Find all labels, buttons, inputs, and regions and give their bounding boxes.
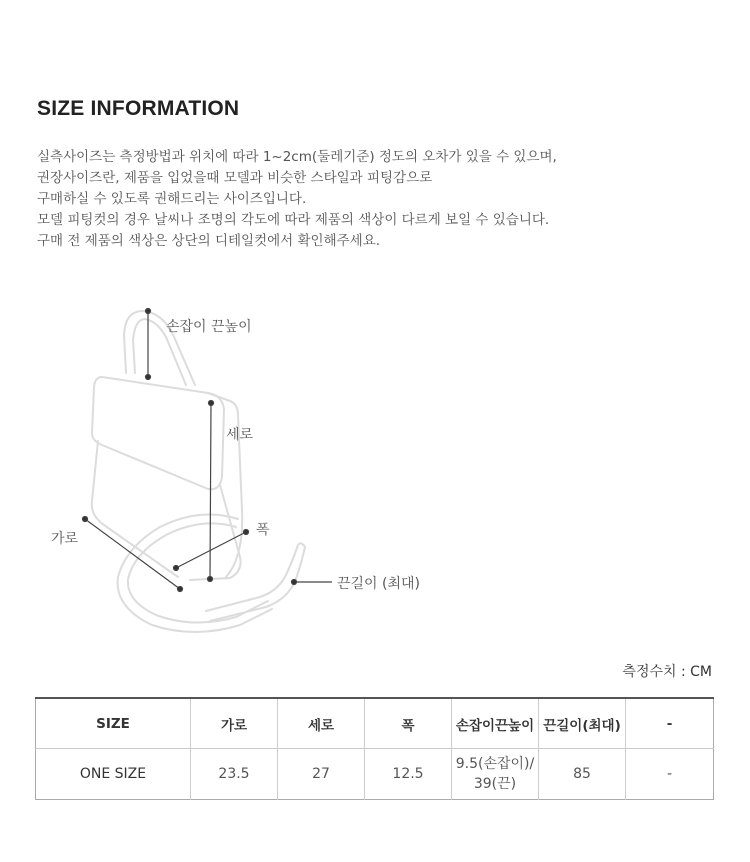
width-left-marker (83, 517, 88, 522)
cell-strap-length: 85 (539, 749, 626, 800)
cell-extra: - (626, 749, 714, 800)
bag-outline (92, 311, 305, 632)
header-depth: 폭 (365, 698, 452, 749)
size-notes (37, 147, 557, 252)
measurement-unit: 측정수치 : CM (622, 664, 712, 680)
header-height: 세로 (278, 698, 365, 749)
header-strap-length: 끈길이(최대) (539, 698, 626, 749)
handle-top-marker (146, 309, 151, 314)
note-line: 구매하실 수 있도록 권해드리는 사이즈입니다. (37, 191, 307, 207)
note-line: 실측사이즈는 측정방법과 위치에 따라 1~2cm(둘레기준) 정도의 오차가 있을 수 있으며, (37, 149, 557, 165)
table-row (36, 749, 714, 800)
cell-size: ONE SIZE (36, 749, 191, 800)
height-guide (210, 403, 211, 579)
cell-depth: 12.5 (365, 749, 452, 800)
width-guide (85, 519, 180, 589)
header-extra: - (626, 698, 714, 749)
cell-height: 27 (278, 749, 365, 800)
strap-height-value: 39(끈) (473, 776, 517, 792)
measurement-guides (83, 309, 333, 592)
note-line: 모델 피팅컷의 경우 날씨나 조명의 각도에 따라 제품의 색상이 다르게 보일 수 있습니다. (37, 212, 550, 228)
label-height: 세로 (226, 427, 254, 443)
label-width: 가로 (51, 531, 79, 547)
width-right-marker (178, 587, 183, 592)
header-width: 가로 (191, 698, 278, 749)
strap-marker (292, 580, 297, 585)
height-bottom-marker (208, 577, 213, 582)
handle-height-value: 9.5(손잡이)/ (455, 756, 535, 772)
size-table (35, 697, 714, 800)
label-strap-length: 끈길이 (최대) (337, 576, 420, 592)
handle-bottom-marker (146, 375, 151, 380)
page-title: SIZE INFORMATION (37, 97, 240, 120)
table-header-row (36, 698, 714, 749)
note-line: 권장사이즈란, 제품을 입었을때 모델과 비슷한 스타일과 피팅감으로 (37, 170, 433, 186)
header-handle-height: 손잡이끈높이 (452, 698, 539, 749)
height-top-marker (209, 401, 214, 406)
cell-handle-height (452, 749, 539, 800)
depth-right-marker (244, 530, 249, 535)
header-size: SIZE (36, 698, 191, 749)
cell-width: 23.5 (191, 749, 278, 800)
bag-measurement-diagram (40, 295, 460, 645)
depth-left-marker (174, 566, 179, 571)
note-line: 구매 전 제품의 색상은 상단의 디테일컷에서 확인해주세요. (37, 233, 381, 249)
label-handle-height: 손잡이 끈높이 (166, 319, 252, 335)
label-depth: 폭 (256, 522, 270, 538)
